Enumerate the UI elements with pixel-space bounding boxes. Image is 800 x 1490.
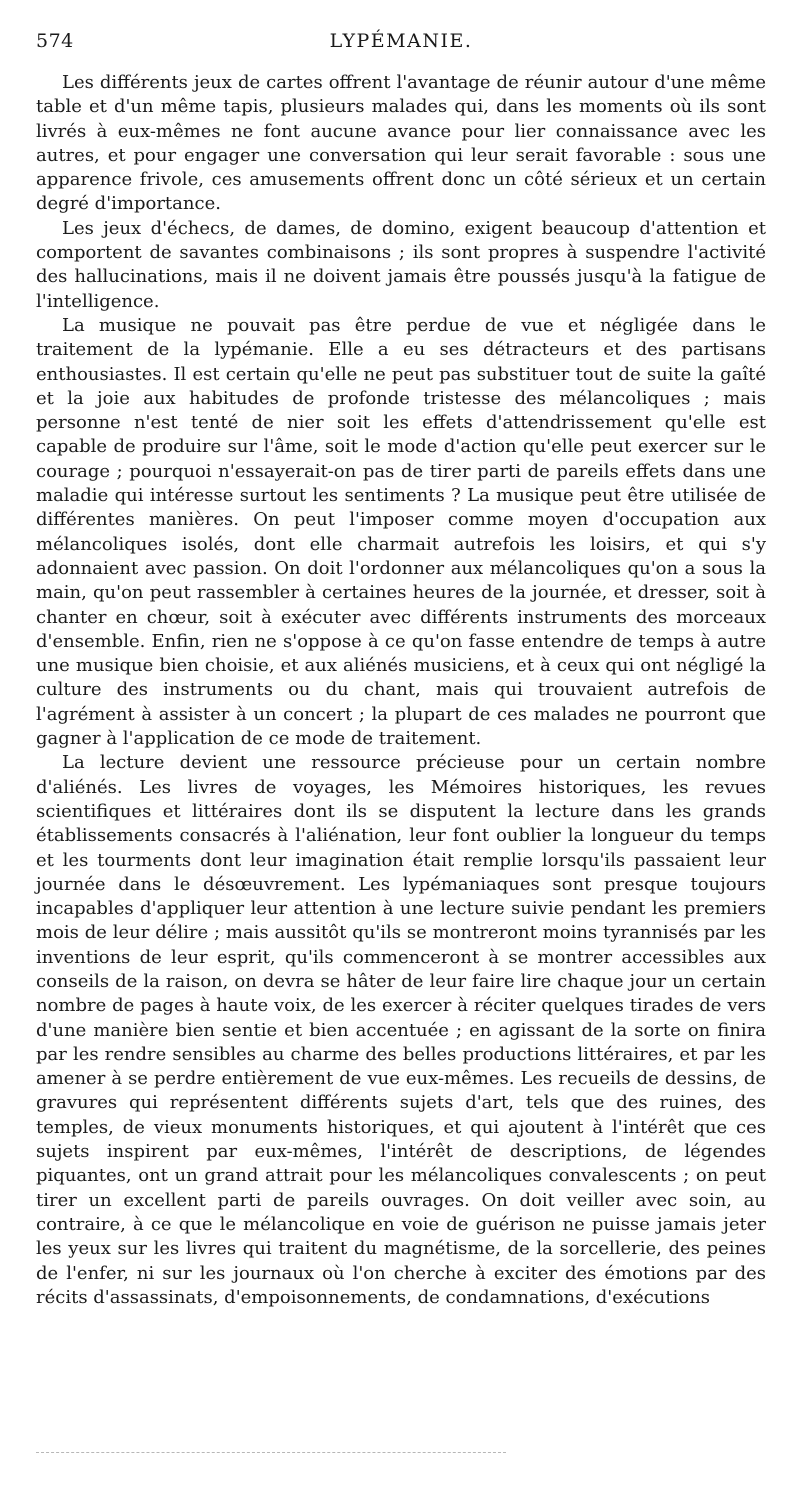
paragraph-board-games: Les jeux d'échecs, de dames, de domino, exigent beaucoup d'attention et comportent de savantes combinaisons ; ils sont propres à suspendre l'activité des hallucinations, mais il ne doivent jamais être poussés jusqu'à la fatigue de l'intelligence. <box>36 217 766 312</box>
paragraph-music: La musique ne pouvait pas être perdue de vue et négligée dans le traitement de la lypémanie. Elle a eu ses détracteurs et des partisans enthousiastes. Il est certain qu'elle ne peut pas substituer tout de suite la gaîté et la joie aux habitudes de profonde tristesse des mélancoliques ; mais personne n'est tenté de nier soit les effets d'attendrissement qu'elle est capable de produire sur l'âme, soit le mode d'action qu'elle peut exercer sur le courage ; pourquoi n'essayerait-on pas de tirer parti de pareils effets dans une maladie qui intéresse surtout les sentiments ? La musique peut être utilisée de différentes manières. On peut l'imposer comme moyen d'occupation aux mélancoliques isolés, dont elle charmait autrefois les loisirs, et qui s'y adonnaient avec passion. On doit l'ordonner aux mélancoliques qu'on a sous la main, qu'on peut rassembler à certaines heures de la journée, et dresser, soit à chanter en chœur, soit à exécuter avec différents instruments des morceaux d'ensemble. Enfin, rien ne s'oppose à ce qu'on fasse entendre de temps à autre une musique bien choisie, et aux aliénés musiciens, et à ceux qui ont négligé la culture des instruments ou du chant, mais qui trouvaient autrefois de l'agrément à assister à un concert ; la plupart de ces malades ne pourront que gagner à l'application de ce mode de traitement. <box>36 314 766 750</box>
paragraph-reading: La lecture devient une ressource précieuse pour un certain nombre d'aliénés. Les livres de voyages, les Mémoires historiques, les revues scientifiques et littéraires dont ils se disputent la lecture dans les grands établissements consacrés à l'aliénation, leur font oublier la longueur du temps et les tourments dont leur imagination était remplie lorsqu'ils passaient leur journée dans le désœuvrement. Les lypémaniaques sont presque toujours incapables d'appliquer leur attention à une lecture suivie pendant les premiers mois de leur délire ; mais aussitôt qu'ils se montreront moins tyrannisés par les inventions de leur esprit, qu'ils commenceront à se montrer accessibles aux conseils de la raison, on devra se hâter de leur faire lire chaque jour un certain nombre de pages à haute voix, de les exercer à réciter quelques tirades de vers d'une manière bien sentie et bien accentuée ; en agissant de la sorte on finira par les rendre sensibles au charme des belles productions littéraires, et par les amener à se perdre entièrement de vue eux-mêmes. Les recueils de dessins, de gravures qui représentent différents sujets d'art, tels que des ruines, des temples, de vieux monuments historiques, et qui ajoutent à l'intérêt que ces sujets inspirent par eux-mêmes, l'intérêt de descriptions, de légendes piquantes, ont un grand attrait pour les mélancoliques convalescents ; on peut tirer un excellent parti de pareils ouvrages. On doit veiller avec soin, au contraire, à ce que le mélancolique en voie de guérison ne puisse jamais jeter les yeux sur les livres qui traitent du magnétisme, de la sorcellerie, des peines de l'enfer, ni sur les journaux où l'on cherche à exciter des émotions par des récits d'assassinats, d'empoisonnements, de condamnations, d'exécutions <box>36 752 766 1308</box>
running-title: LYPÉMANIE. <box>329 30 473 52</box>
body-text <box>36 71 766 1310</box>
paragraph-card-games: Les différents jeux de cartes offrent l'avantage de réunir autour d'une même table et d'un même tapis, plusieurs malades qui, dans les moments où ils sont livrés à eux-mêmes ne font aucune avance pour lier connaissance avec les autres, et pour engager une conversation qui leur serait favorable : sous une apparence frivole, ces amusements offrent donc un côté sérieux et un certain degré d'importance. <box>36 72 766 215</box>
page-number: 574 <box>36 30 74 52</box>
footer-divider <box>36 1452 506 1453</box>
page-header <box>36 30 766 56</box>
